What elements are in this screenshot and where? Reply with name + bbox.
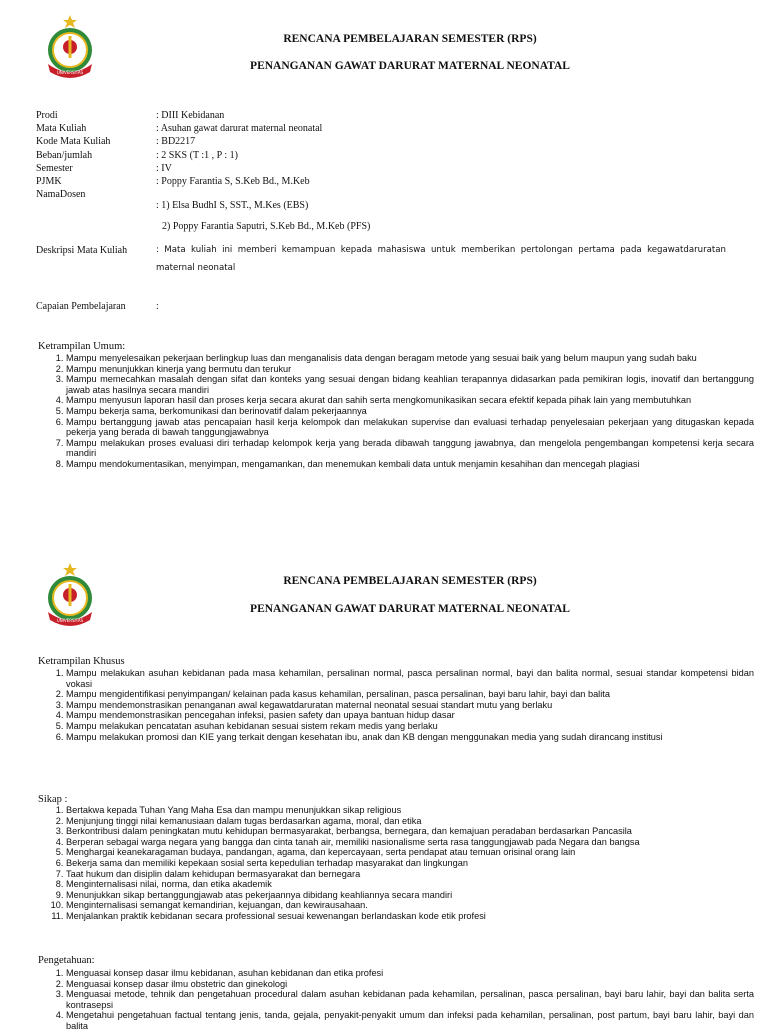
list-item: 3. Mampu mendemonstrasikan penanganan awal kegawatdaruratan maternal neonatal sesuai standart mutu yang berlaku bbox=[66, 700, 754, 711]
list-item: 8. Mampu mendokumentasikan, menyimpan, mengamankan, dan menemukan kembali data untuk menjamin kesahihan dan mencegah plagiasi bbox=[66, 459, 754, 470]
ketrampilan-umum-list bbox=[44, 353, 754, 470]
meta-label: NamaDosen bbox=[36, 189, 86, 200]
meta-label: Prodi bbox=[36, 110, 58, 121]
logo-ribbon-text: UNIVERSITAS bbox=[56, 618, 84, 623]
logo-ribbon-text: UNIVERSITAS bbox=[56, 70, 84, 75]
list-item: 5. Menghargai keanekaragaman budaya, pandangan, agama, dan kepercayaan, serta pendapat atau temuan orisinal orang lain bbox=[66, 847, 754, 858]
list-item: 2. Menguasai konsep dasar ilmu obstetric dan ginekologi bbox=[66, 979, 754, 990]
meta-label: Capaian Pembelajaran bbox=[36, 301, 126, 312]
ketrampilan-khusus-heading: Ketrampilan Khusus bbox=[38, 656, 125, 667]
list-item: 1. Mampu melakukan asuhan kebidanan pada masa kehamilan, persalinan normal, pasca persalinan normal, bayi dan balita normal, sesuai standar kompetensi bidan vokasi bbox=[66, 668, 754, 689]
list-item: 6. Mampu bertanggung jawab atas pencapaian hasil kerja kelompok dan melakukan supervise dan evaluasi terhadap penyelesaian pekerjaan yang ditugaskan kepada pekerja yang berada di bawah tanggungjawabnya bbox=[66, 417, 754, 438]
meta-value: : bbox=[156, 301, 159, 312]
list-item: 7. Taat hukum dan disiplin dalam kehidupan bermasyarakat dan bernegara bbox=[66, 869, 754, 880]
pengetahuan-heading: Pengetahuan: bbox=[38, 955, 95, 966]
list-item: 2. Mampu mengidentifikasi penyimpangan/ kelainan pada kasus kehamilan, persalinan, pasca persalinan, bayi baru lahir, bayi dan balita bbox=[66, 689, 754, 700]
meta-label: Beban/jumlah bbox=[36, 150, 93, 161]
list-item: 3. Mampu memecahkan masalah dengan sifat dan konteks yang sesuai dengan bidang keahlian terapannya didasarkan pada pemikiran logis, inovatif dan bertanggung jawab atas hasilnya secara mandiri bbox=[66, 374, 754, 395]
list-item: 8. Menginternalisasi nilai, norma, dan etika akademik bbox=[66, 879, 754, 890]
list-item: 5. Mampu melakukan pencatatan asuhan kebidanan sesuai sistem rekam medis yang berlaku bbox=[66, 721, 754, 732]
dosen-value: : 1) Elsa BudhI S, SST., M.Kes (EBS) bbox=[156, 200, 309, 211]
ketrampilan-khusus-list bbox=[44, 668, 754, 742]
list-item: 4. Berperan sebagai warga negara yang bangga dan cinta tanah air, memiliki nasionalisme serta rasa tanggungjawab pada Negara dan bangsa bbox=[66, 837, 754, 848]
meta-value: : IV bbox=[156, 163, 172, 174]
list-item: 10. Menginternalisasi semangat kemandirian, kejuangan, dan kewirausahaan. bbox=[66, 900, 754, 911]
pengetahuan-list bbox=[44, 968, 754, 1032]
meta-label: Mata Kuliah bbox=[36, 123, 87, 134]
meta-label: Semester bbox=[36, 163, 73, 174]
meta-label: Deskripsi Mata Kuliah bbox=[36, 245, 128, 256]
list-item: 2. Mampu menunjukkan kinerja yang bermutu dan terukur bbox=[66, 364, 754, 375]
list-item: 7. Mampu melakukan proses evaluasi diri terhadap kelompok kerja yang berada dibawah tanggung jawabnya, dan mengelola pengembangan kompetensi kerja secara mandiri bbox=[66, 438, 754, 459]
list-item: 2. Menjunjung tinggi nilai kemanusiaan dalam tugas berdasarkan agama, moral, dan etika bbox=[66, 816, 754, 827]
meta-value: : 2 SKS (T :1 , P : 1) bbox=[156, 150, 238, 161]
list-item: 1. Mampu menyelesaikan pekerjaan berlingkup luas dan menganalisis data dengan beragam metode yang sesuai baik yang belum maupun yang sudah baku bbox=[66, 353, 754, 364]
list-item: 5. Mampu bekerja sama, berkomunikasi dan berinovatif dalam pekerjaannya bbox=[66, 406, 754, 417]
list-item: 9. Menunjukkan sikap bertanggungjawab atas pekerjaannya dibidang keahliannya secara mandiri bbox=[66, 890, 754, 901]
meta-label: Kode Mata Kuliah bbox=[36, 136, 111, 147]
sikap-list bbox=[44, 805, 754, 922]
page-title: RENCANA PEMBELAJARAN SEMESTER (RPS) bbox=[283, 33, 537, 45]
list-item: 1. Bertakwa kepada Tuhan Yang Maha Esa dan mampu menunjukkan sikap religious bbox=[66, 805, 754, 816]
list-item: 4. Mengetahui pengetahuan factual tentang jenis, tanda, gejala, penyakit-penyakit umum dan infeksi pada kehamilan, persalinan, post partum, bayi baru lahir, bayi dan balita bbox=[66, 1010, 754, 1031]
course-title: PENANGANAN GAWAT DARURAT MATERNAL NEONATAL bbox=[250, 60, 570, 72]
list-item: 4. Mampu mendemonstrasikan pencegahan infeksi, pasien safety dan upaya bantuan hidup dasar bbox=[66, 710, 754, 721]
list-item: 3. Berkontribusi dalam peningkatan mutu kehidupan bermasyarakat, berbangsa, bernegara, dan kemajuan peradaban berdasarkan Pancasila bbox=[66, 826, 754, 837]
list-item: 11. Menjalankan praktik kebidanan secara professional sesuai kewenangan berlandaskan kode etik profesi bbox=[66, 911, 754, 922]
meta-value: : Asuhan gawat darurat maternal neonatal bbox=[156, 123, 323, 134]
list-item: 4. Mampu menyusun laporan hasil dan proses kerja secara akurat dan sahih serta mengkomunikasikan secara efektif kepada pihak lain yang membutuhkan bbox=[66, 395, 754, 406]
meta-value: : BD2217 bbox=[156, 136, 196, 147]
deskripsi-value: : Mata kuliah ini memberi kemampuan kepada mahasiswa untuk memberikan pertolongan pertama pada kegawatdaruratan maternal neonatal bbox=[156, 245, 726, 273]
dosen-value: 2) Poppy Farantia Saputri, S.Keb Bd., M.Keb (PFS) bbox=[162, 221, 371, 232]
list-item: 3. Menguasai metode, tehnik dan pengetahuan procedural dalam asuhan kebidanan pada kehamilan, persalinan, pasca persalinan, bayi baru lahir, bayi dan balita serta kontrasepsi bbox=[66, 989, 754, 1010]
meta-value: : DIII Kebidanan bbox=[156, 110, 225, 121]
ketrampilan-umum-heading: Ketrampilan Umum: bbox=[38, 341, 126, 352]
university-logo bbox=[40, 562, 100, 632]
meta-label: PJMK bbox=[36, 176, 62, 187]
page-title: RENCANA PEMBELAJARAN SEMESTER (RPS) bbox=[283, 575, 537, 587]
meta-value: : Poppy Farantia S, S.Keb Bd., M.Keb bbox=[156, 176, 310, 187]
list-item: 6. Mampu melakukan promosi dan KIE yang terkait dengan kesehatan ibu, anak dan KB dengan menggunakan media yang sudah dirancang institusi bbox=[66, 732, 754, 743]
list-item: 6. Bekerja sama dan memiliki kepekaan sosial serta kepedulian terhadap masyarakat dan lingkungan bbox=[66, 858, 754, 869]
page-2 bbox=[0, 520, 768, 1031]
list-item: 1. Menguasai konsep dasar ilmu kebidanan, asuhan kebidanan dan etika profesi bbox=[66, 968, 754, 979]
university-logo bbox=[40, 14, 100, 84]
course-title: PENANGANAN GAWAT DARURAT MATERNAL NEONATAL bbox=[250, 603, 570, 615]
sikap-heading: Sikap : bbox=[38, 794, 68, 805]
